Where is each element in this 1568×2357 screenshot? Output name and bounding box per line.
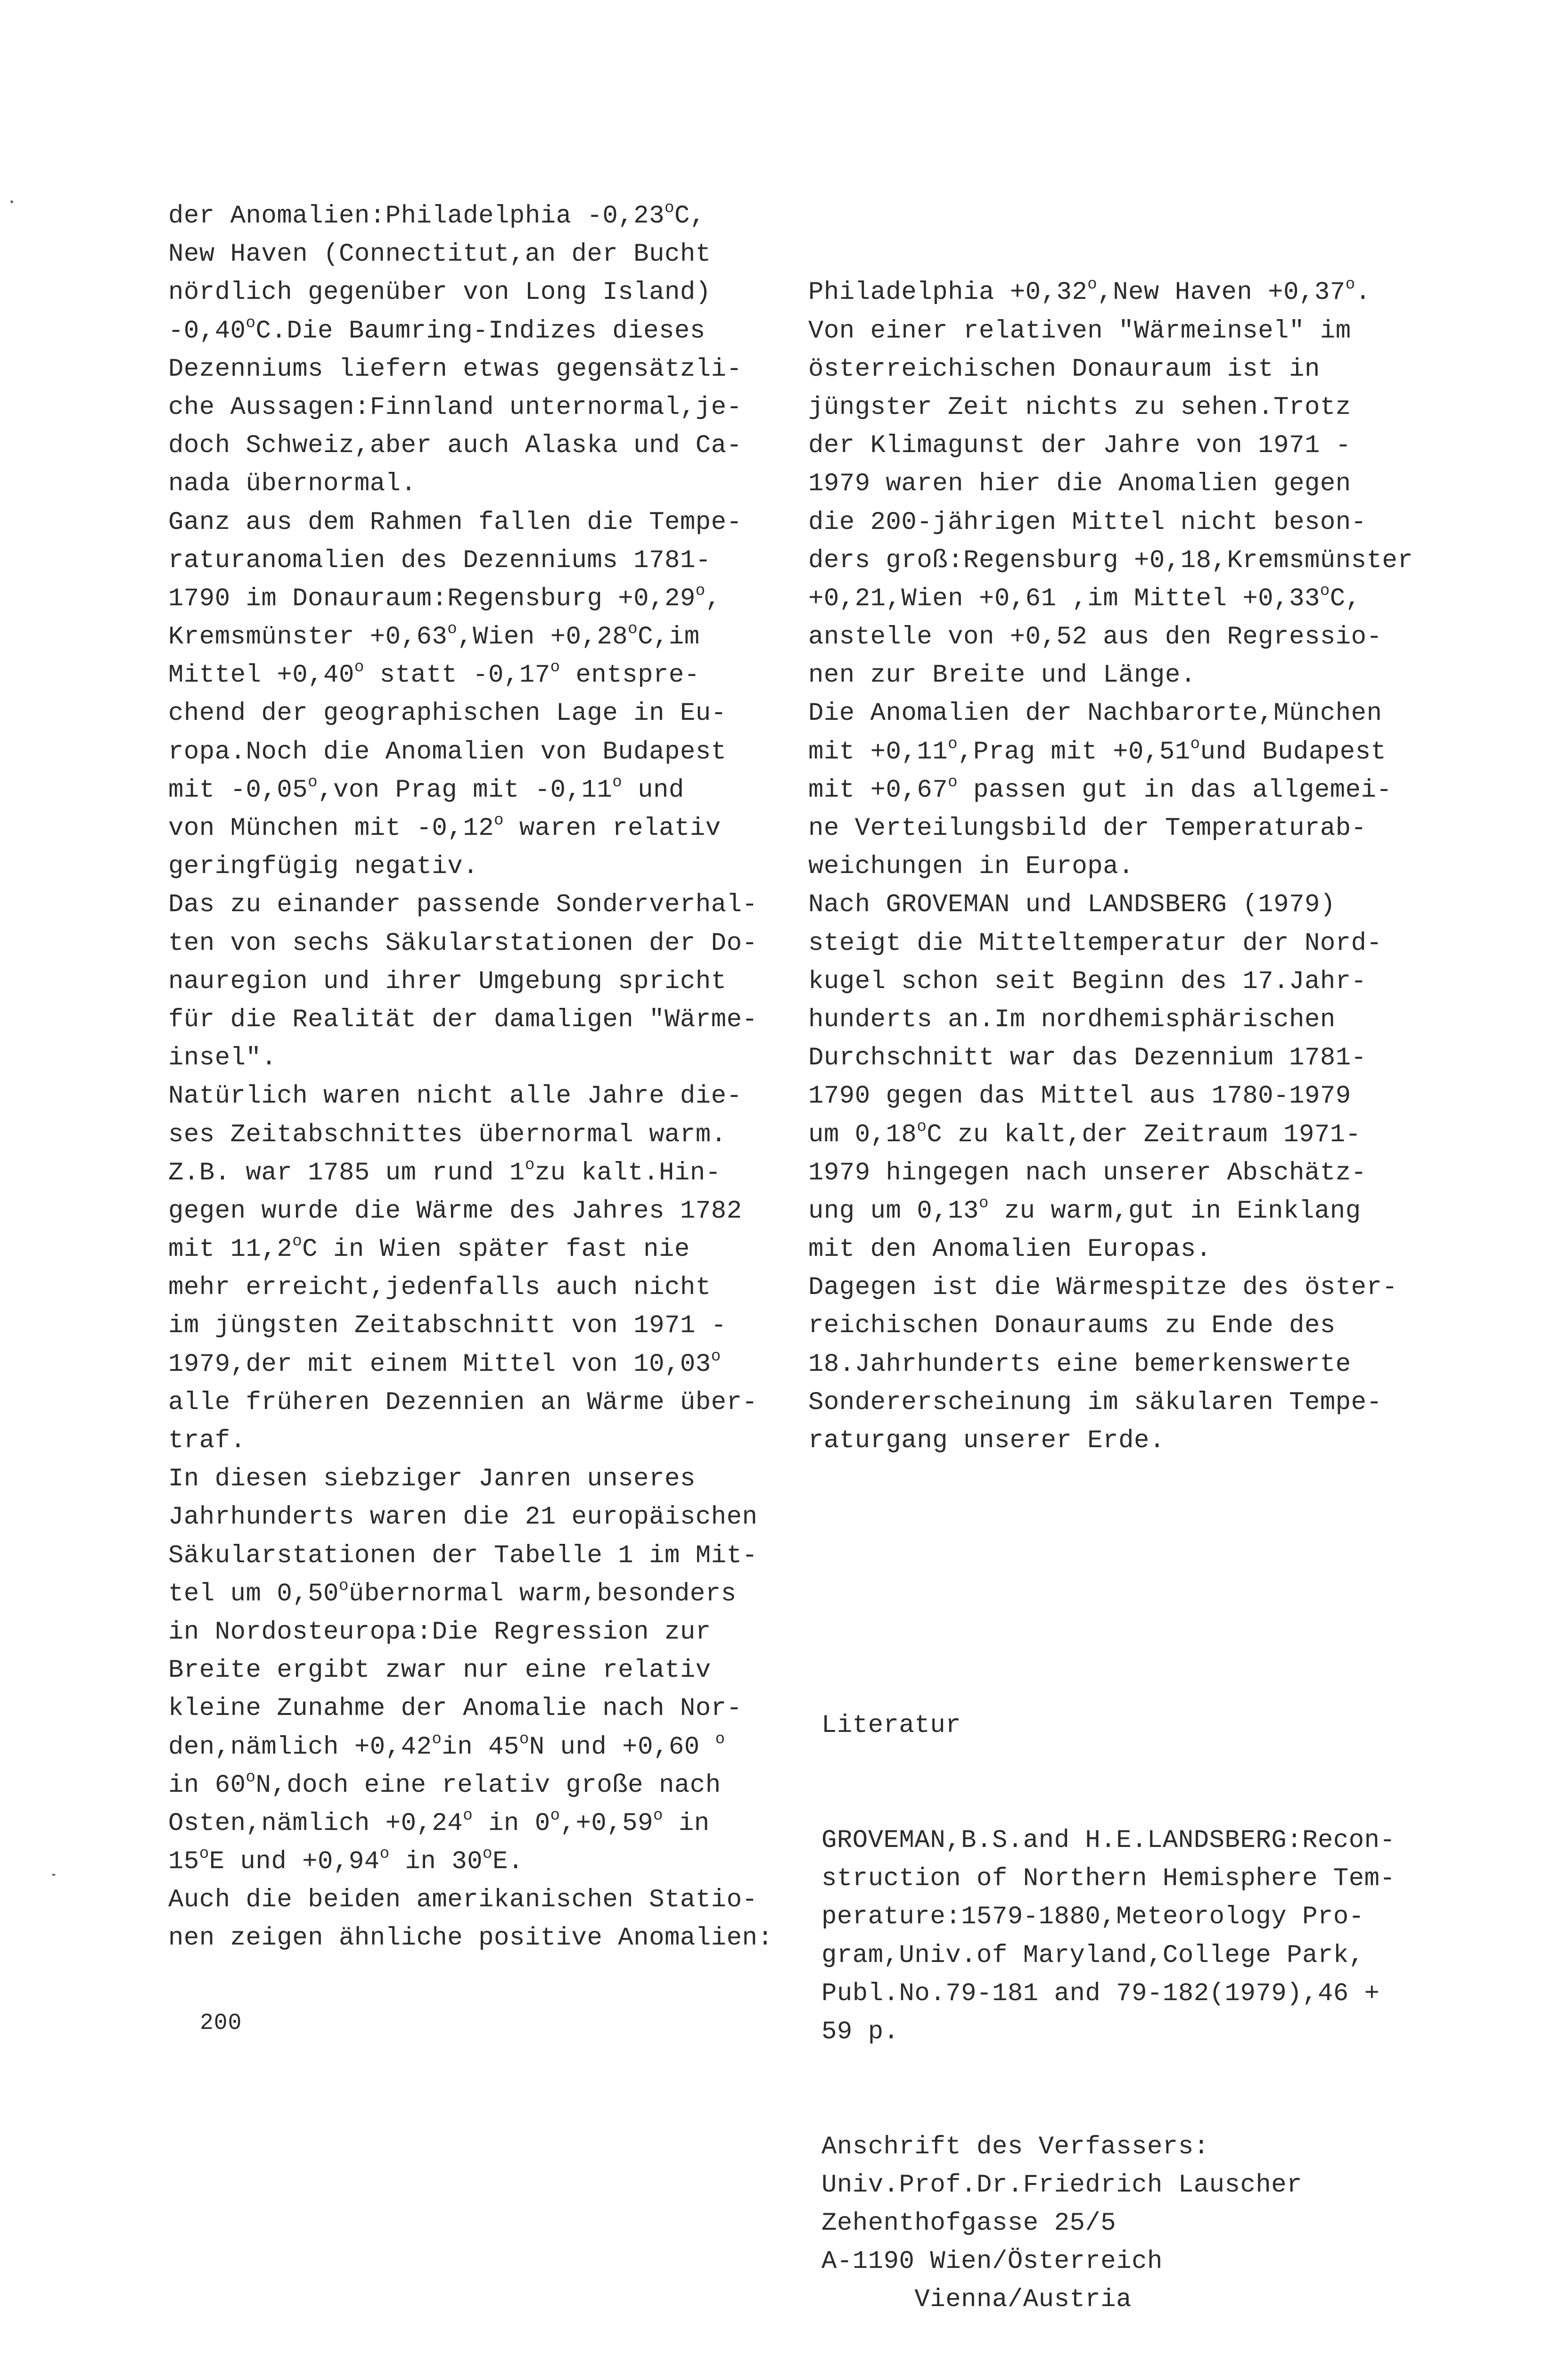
left-column-line: 15$^o$E und $+0,94^o$ in 30$^o$E. (168, 1845, 524, 1877)
left-column-line: in 60$^o$N,doch eine relativ große nach (168, 1768, 721, 1800)
right-column-line: steigt die Mitteltemperatur der Nord- (808, 929, 1382, 958)
address-line: Vienna/Austria (821, 2285, 1132, 2315)
literature-section (808, 1630, 1506, 2357)
left-column-line: Osten,nämlich $+0,24^o$ in $0^o,+0,59^o$ in (168, 1806, 710, 1838)
right-column-line: Sondererscheinung im säkularen Tempe- (808, 1388, 1382, 1417)
right-column-line: 18.Jahrhunderts eine bemerkenswerte (808, 1350, 1351, 1379)
left-column-line: Mittel $+0,40^o$ statt -0,17$^o$ entspre- (168, 659, 700, 690)
literature-line: perature:1579-1880,Meteorology Pro- (821, 1903, 1364, 1932)
left-column-line: Breite ergibt zwar nur eine relativ (168, 1656, 711, 1685)
left-column-line: Das zu einander passende Sonderverhal- (168, 890, 758, 920)
right-column-line: 1790 gegen das Mittel aus 1780-1979 (808, 1082, 1351, 1111)
left-column-line: alle früheren Dezennien an Wärme über- (168, 1388, 758, 1417)
left-column-line: tel um 0,50$^o$übernormal warm,besonders (168, 1577, 737, 1608)
left-column-line: 1979,der mit einem Mittel von 10,03$^o$ (168, 1347, 721, 1379)
right-column-line: Nach GROVEMAN und LANDSBERG (1979) (808, 890, 1336, 920)
right-column-line: der Klimagunst der Jahre von 1971 - (808, 431, 1351, 461)
left-column-line: für die Realität der damaligen "Wärme- (168, 1005, 758, 1034)
left-column-line: gegen wurde die Wärme des Jahres 1782 (168, 1196, 742, 1226)
right-column-line: österreichischen Donauraum ist in (808, 354, 1320, 384)
address-line: Univ.Prof.Dr.Friedrich Lauscher (821, 2170, 1303, 2200)
right-column-line: anstelle von +0,52 aus den Regressio- (808, 623, 1382, 652)
left-column-line: insel". (168, 1044, 277, 1073)
right-column-line: Durchschnitt war das Dezennium 1781- (808, 1044, 1367, 1073)
left-column-line: kleine Zunahme der Anomalie nach Nor- (168, 1694, 742, 1723)
scan-speck (52, 1874, 56, 1876)
right-column-line: jüngster Zeit nichts zu sehen.Trotz (808, 393, 1351, 422)
right-column-line: kugel schon seit Beginn des 17.Jahr- (808, 967, 1367, 996)
literature-line: GROVEMAN,B.S.and H.E.LANDSBERG:Recon- (821, 1826, 1396, 1855)
left-column-line: mehr erreicht,jedenfalls auch nicht (168, 1273, 711, 1302)
right-column-line: mit den Anomalien Europas. (808, 1235, 1212, 1264)
address-line: Zehenthofgasse 25/5 (821, 2209, 1116, 2238)
left-column-line: der Anomalien:Philadelphia -0,23$^o$C, (168, 199, 706, 231)
left-column-line: nauregion und ihrer Umgebung spricht (168, 967, 727, 996)
right-column-line: Dagegen ist die Wärmespitze des öster- (808, 1273, 1398, 1302)
left-column-line: 1790 im Donauraum:Regensburg $+0,29^o$, (168, 582, 721, 613)
left-column-line: von München mit -0,12$^o$ waren relativ (168, 812, 721, 843)
text-column-right (808, 197, 1506, 2357)
left-column-line: ten von sechs Säkularstationen der Do- (168, 929, 758, 958)
right-column-line: mit $+0,11^o,Prag$ mit $+0,51^ound$ Budapest (808, 735, 1387, 766)
address-line: A-1190 Wien/Österreich (821, 2247, 1163, 2276)
right-column-line: Von einer relativen "Wärmeinsel" im (808, 316, 1351, 346)
left-column-line: nen zeigen ähnliche positive Anomalien: (168, 1924, 773, 1953)
right-column-line: ders groß:Regensburg +0,18,Kremsmünster (808, 546, 1413, 575)
left-column-line: Dezenniums liefern etwas gegensätzli- (168, 354, 742, 384)
left-column-line: Ganz aus dem Rahmen fallen die Tempe- (168, 508, 742, 537)
right-column-line: +0,21,Wien +0,61 ,im Mittel $+0,33^oC$, (808, 582, 1361, 613)
left-column-line: Säkularstationen der Tabelle 1 im Mit- (168, 1541, 758, 1570)
right-column-line: weichungen in Europa. (808, 852, 1134, 882)
right-column-line: um 0,18$^o$C zu kalt,der Zeitraum 1971- (808, 1118, 1361, 1149)
left-column-line: traf. (168, 1426, 246, 1455)
literature-line: gram,Univ.of Maryland,College Park, (821, 1941, 1364, 1970)
body-text-right (808, 273, 1506, 1460)
left-column-line: raturanomalien des Dezenniums 1781- (168, 546, 711, 575)
left-column-line: Jahrhunderts waren die 21 europäischen (168, 1503, 758, 1532)
right-column-line: ne Verteilungsbild der Temperaturab- (808, 814, 1367, 843)
left-column-line: den,nämlich $+0,42^oin$ 45$^o$N und +0,60 $^o$ (168, 1730, 725, 1762)
left-column-line: mit 11,2$^o$C in Wien später fast nie (168, 1233, 690, 1264)
left-column-line: in Nordosteuropa:Die Regression zur (168, 1617, 711, 1647)
left-column-line: nördlich gegenüber von Long Island) (168, 278, 711, 307)
left-column-line: chend der geographischen Lage in Eu- (168, 699, 727, 728)
literature-reference (808, 1821, 1506, 2051)
right-column-line: nen zur Breite und Länge. (808, 661, 1196, 690)
literature-heading: Literatur (821, 1711, 961, 1740)
right-column-line: Philadelphia $+0,32^o,New$ Haven $+0,37^o$. (808, 276, 1371, 307)
left-column-line: -0,40$^o$C.Die Baumring-Indizes dieses (168, 314, 706, 346)
right-column-line: die 200-jährigen Mittel nicht beson- (808, 508, 1367, 537)
left-column-line: che Aussagen:Finnland unternormal,je- (168, 393, 742, 422)
left-column-line: Auch die beiden amerikanischen Statio- (168, 1886, 758, 1915)
left-column-line: Kremsmünster $+0,63^o,Wien +0,28^oC,im$ (168, 620, 700, 652)
left-column-line: ses Zeitabschnittes übernormal warm. (168, 1120, 727, 1149)
left-column-line: geringfügig negativ. (168, 852, 479, 882)
right-column-line: raturgang unserer Erde. (808, 1426, 1165, 1456)
page-number: 200 (200, 2011, 242, 2036)
left-column-line: mit -0,05$^o$,von Prag mit -0,11$^o$ und (168, 773, 684, 805)
literature-line: struction of Northern Hemisphere Tem- (821, 1864, 1396, 1894)
left-column-line: Z.B. war 1785 um rund 1$^o$zu kalt.Hin- (168, 1156, 721, 1187)
left-column-line: nada übernormal. (168, 470, 417, 499)
left-column-line: New Haven (Connectitut,an der Bucht (168, 240, 711, 269)
right-column-line: Die Anomalien der Nachbarorte,München (808, 699, 1382, 728)
literature-line: Publ.No.79-181 and 79-182(1979),46 + (821, 1979, 1380, 2008)
scan-speck (10, 200, 13, 203)
address-line: Anschrift des Verfassers: (821, 2132, 1209, 2161)
left-column-line: im jüngsten Zeitabschnitt von 1971 - (168, 1311, 727, 1341)
author-address (808, 2128, 1506, 2319)
right-column-line: ung um 0,13$^o$ zu warm,gut in Einklang (808, 1194, 1361, 1226)
right-column-line: mit $+0,67^o$ passen gut in das allgemei- (808, 773, 1392, 805)
text-column-left (168, 197, 790, 1958)
right-column-line: hunderts an.Im nordhemisphärischen (808, 1005, 1336, 1034)
left-column-line: In diesen siebziger Janren unseres (168, 1465, 696, 1494)
left-column-line: ropa.Noch die Anomalien von Budapest (168, 737, 727, 766)
left-column-line: doch Schweiz,aber auch Alaska und Ca- (168, 431, 742, 461)
right-column-line: 1979 waren hier die Anomalien gegen (808, 470, 1351, 499)
literature-line: 59 p. (821, 2017, 899, 2046)
right-column-line: reichischen Donauraums zu Ende des (808, 1311, 1336, 1341)
left-column-line: Natürlich waren nicht alle Jahre die- (168, 1082, 742, 1111)
right-column-line: 1979 hingegen nach unserer Abschätz- (808, 1158, 1367, 1187)
